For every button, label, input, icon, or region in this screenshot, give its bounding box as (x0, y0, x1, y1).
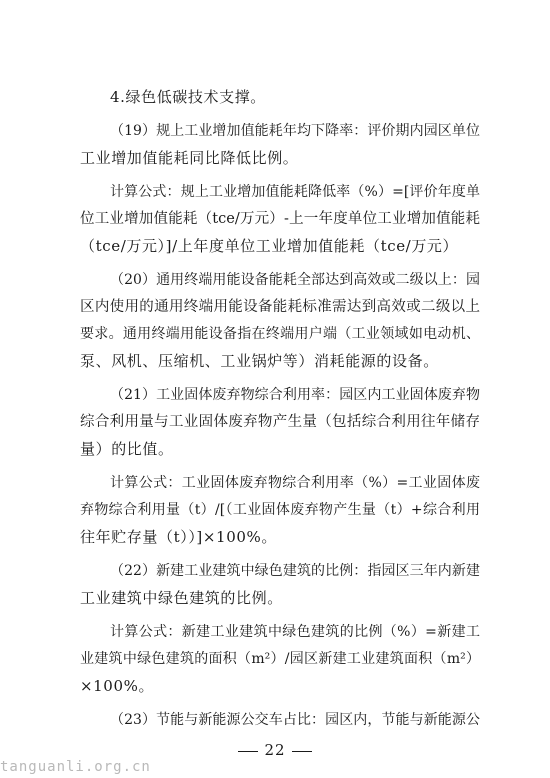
page-number-value: 22 (264, 741, 286, 759)
document-line: 量）的比值。 (80, 440, 174, 458)
document-line: 要求。通用终端用能设备指在终端用户端（工业领域如电动机、 (80, 326, 480, 342)
document-line: 工业建筑中绿色建筑的比例。 (80, 589, 283, 607)
page-number-left-dash (238, 751, 258, 752)
document-line: 计算公式：规上工业增加值能耗降低率（%）=[评价年度单 (110, 184, 480, 200)
page-number (0, 740, 550, 760)
document-line: （tce/万元）]/上年度单位工业增加值能耗（tce/万元） (80, 237, 459, 255)
document-line: 工业增加值能耗同比降低比例。 (80, 149, 299, 167)
document-line: （21）工业固体废弃物综合利用率：园区内工业固体废弃物 (110, 387, 480, 403)
document-line: 4.绿色低碳技术支撑。 (110, 88, 266, 106)
document-line: 往年贮存量（t））]×100%。 (80, 528, 277, 546)
document-line: （23）节能与新能源公交车占比：园区内，节能与新能源公 (110, 712, 480, 728)
site-watermark: tanguanli.org.cn (0, 759, 151, 775)
document-line: 综合利用量与工业固体废弃物产生量（包括综合利用往年储存 (80, 414, 480, 430)
document-line: （19）规上工业增加值能耗年均下降率：评价期内园区单位 (110, 123, 480, 139)
document-line: 业建筑中绿色建筑的面积（m²）/园区新建工业建筑面积（m²） (80, 651, 480, 667)
document-line: 计算公式：新建工业建筑中绿色建筑的比例（%）=新建工 (110, 624, 480, 640)
document-line: 计算公式：工业固体废弃物综合利用率（%）=工业固体废 (110, 475, 480, 491)
document-line: ×100%。 (80, 677, 155, 695)
document-line: 区内使用的通用终端用能设备能耗标准需达到高效或二级以上 (80, 299, 480, 315)
document-line: 弃物综合利用量（t）/[（工业固体废弃物产生量（t）+综合利用 (80, 502, 480, 518)
document-line: （22）新建工业建筑中绿色建筑的比例：指园区三年内新建 (110, 563, 480, 579)
document-line: （20）通用终端用能设备能耗全部达到高效或二级以上：园 (110, 272, 480, 288)
document-line: 位工业增加值能耗（tce/万元）-上一年度单位工业增加值能耗 (80, 211, 480, 227)
document-line: 泵、风机、压缩机、工业锅炉等）消耗能源的设备。 (80, 352, 439, 370)
page-number-right-dash (292, 751, 312, 752)
